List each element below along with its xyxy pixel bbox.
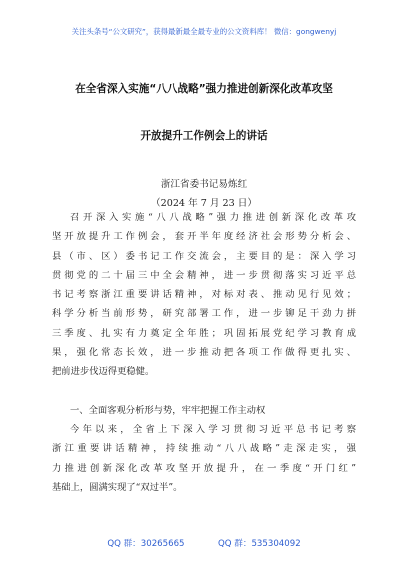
paragraph-line: 书记考察浙江重要讲话精神，对标对表、推动见行见效； [52,289,356,301]
body-paragraph-1 [52,208,356,382]
paragraph-line: 果，强化常态长效，进一步推动把各项工作做得更扎实、 [52,347,356,359]
paragraph-line: 基础上，圆满实现了“双过半”。 [52,481,183,493]
date-line: （2024 年 7 月 23 日） [151,198,257,209]
paragraph-line: 浙江重要讲话精神，持续推动“八八战略”走深走实，强 [52,443,356,455]
paragraph-line: 县（市、区）委书记工作交流会，主要目的是：深入学习 [52,250,356,262]
document-title-line-1: 在全省深入实施“八八战略”强力推进创新深化改革攻坚 [75,83,333,95]
paragraph-line: 力推进创新深化改革攻坚开放提升，在一季度“开门红” [52,462,356,474]
paragraph-line: 今年以来，全省上下深入学习贯彻习近平总书记考察 [70,424,356,435]
header-note: 关注头条号“公文研究”，获得最新最全最专业的公文资料库！ 微信：gongwenyj [71,27,337,36]
document-title-line-2: 开放提升工作例会上的讲话 [140,130,268,142]
body-paragraph-2 [52,420,356,497]
paragraph-line: 召开深入实施“八八战略”强力推进创新深化改革攻 [70,212,356,223]
paragraph-line: 坚开放提升工作例会，套开半年度经济社会形势分析会、 [52,231,356,243]
footer-qq-group-2: QQ 群：535304092 [218,539,301,549]
paragraph-line: 把前进步伐迈得更稳健。 [52,366,155,378]
paragraph-line: 贯彻党的二十届三中全会精神，进一步贯彻落实习近平总 [52,269,356,281]
author-line: 浙江省委书记易炼红 [160,179,248,190]
footer-qq-groups [0,537,408,549]
footer-qq-group-1: QQ 群：30265665 [107,539,185,549]
paragraph-line: 三季度、扎实有力奠定全年胜；巩固拓展党纪学习教育成 [52,327,356,339]
section-heading: 一、全面客观分析形与势，牢牢把握工作主动权 [70,405,266,416]
paragraph-line: 科学分析当前形势，研究部署工作，进一步铆足干劲力拼 [52,308,356,320]
